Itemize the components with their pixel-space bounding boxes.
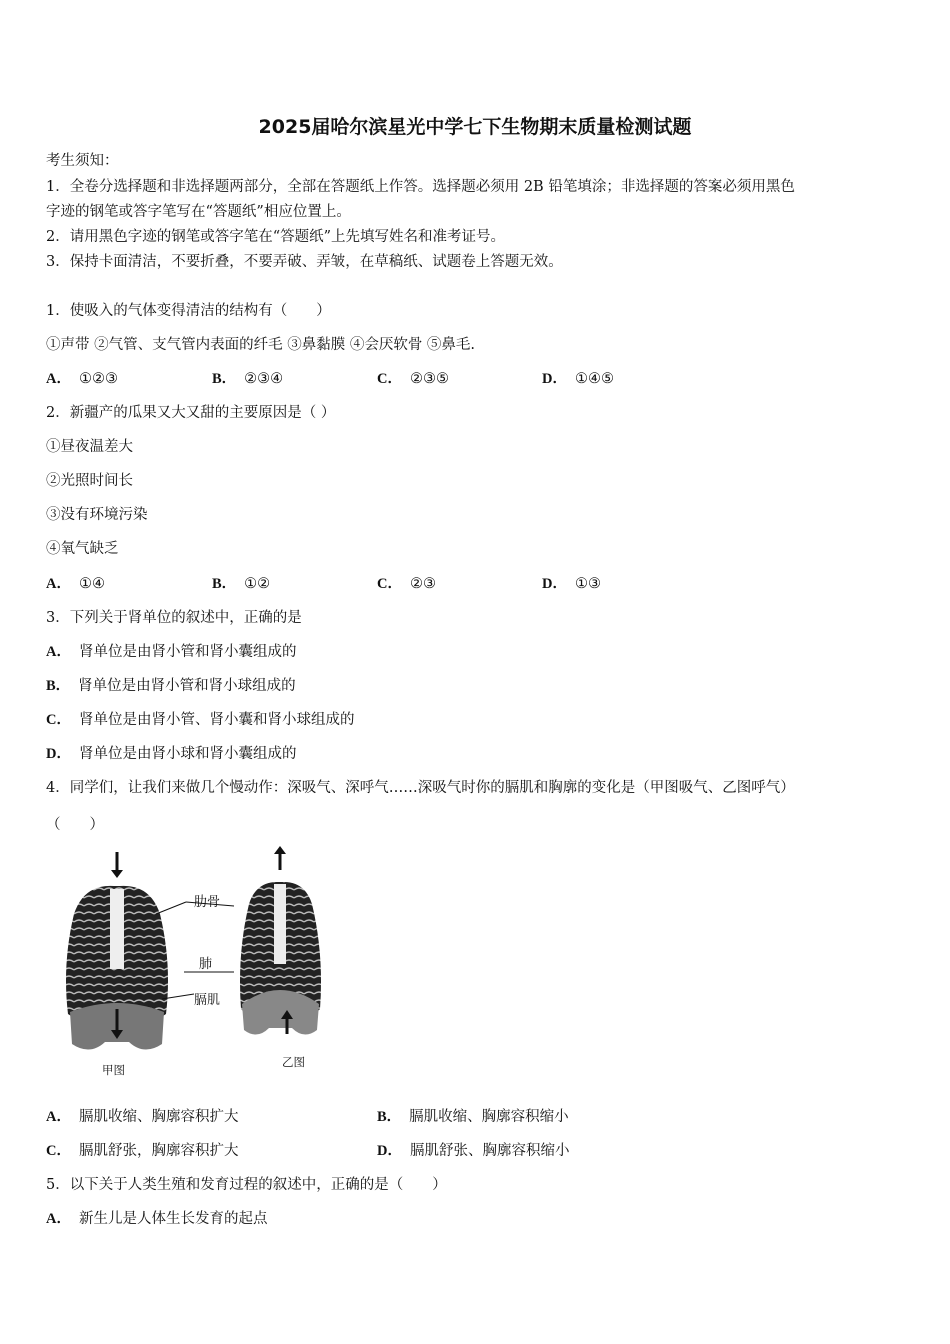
q3-option-a[interactable]: A． 肾单位是由肾小管和肾小囊组成的 — [46, 644, 297, 660]
q2-item-2: ②光照时间长 — [46, 473, 133, 489]
q1-items: ①声带 ②气管、支气管内表面的纤毛 ③鼻黏膜 ④会厌软骨 ⑤鼻毛. — [46, 337, 476, 353]
q4-option-b[interactable]: B． 膈肌收缩、胸廓容积缩小 — [377, 1109, 569, 1125]
caption-exhale: 乙图 — [282, 1057, 305, 1069]
q2-option-a[interactable]: A． ①④ — [46, 576, 105, 592]
q1-option-d[interactable]: D． ①④⑤ — [542, 371, 614, 387]
notice-line-4: 3．保持卡面清洁，不要折叠，不要弄破、弄皱，在草稿纸、试题卷上答题无效。 — [46, 254, 563, 270]
q2-item-1: ①昼夜温差大 — [46, 439, 133, 455]
q1-option-b[interactable]: B． ②③④ — [212, 371, 284, 387]
q2-option-d[interactable]: D． ①③ — [542, 576, 601, 592]
q2-option-c[interactable]: C． ②③ — [377, 576, 436, 592]
caption-inhale: 甲图 — [102, 1065, 125, 1077]
ribcage-figure — [44, 844, 344, 1084]
page-title: 2025届哈尔滨星光中学七下生物期末质量检测试题 — [258, 116, 692, 138]
notice-line-2: 字迹的钢笔或答字笔写在“答题纸”相应位置上。 — [46, 204, 351, 220]
q5-stem: 5．以下关于人类生殖和发育过程的叙述中，正确的是（ ） — [46, 1177, 447, 1193]
q3-option-c[interactable]: C． 肾单位是由肾小管、肾小囊和肾小球组成的 — [46, 712, 355, 728]
q4-stem-line-1: 4．同学们，让我们来做几个慢动作：深吸气、深呼气……深吸气时你的膈肌和胸廓的变化是（甲图吸气、乙图呼气） — [46, 780, 795, 796]
q5-option-a[interactable]: A． 新生儿是人体生长发育的起点 — [46, 1211, 268, 1227]
q3-option-d[interactable]: D． 肾单位是由肾小球和肾小囊组成的 — [46, 746, 297, 762]
q4-stem-line-2: （ ） — [46, 817, 104, 833]
q3-stem: 3．下列关于肾单位的叙述中，正确的是 — [46, 610, 302, 626]
notice-line-3: 2．请用黑色字迹的钢笔或答字笔在“答题纸”上先填写姓名和准考证号。 — [46, 229, 506, 245]
q2-stem: 2．新疆产的瓜果又大又甜的主要原因是（ ） — [46, 405, 336, 421]
q2-item-3: ③没有环境污染 — [46, 507, 148, 523]
q3-option-b[interactable]: B． 肾单位是由肾小管和肾小球组成的 — [46, 678, 296, 694]
q4-option-a[interactable]: A． 膈肌收缩、胸廓容积扩大 — [46, 1109, 239, 1125]
q1-option-c[interactable]: C． ②③⑤ — [377, 371, 449, 387]
label-diaphragm: 膈肌 — [194, 993, 221, 1008]
label-rib: 肋骨 — [194, 895, 221, 910]
q2-item-4: ④氧气缺乏 — [46, 541, 119, 557]
q1-stem: 1．使吸入的气体变得清洁的结构有（ ） — [46, 303, 331, 319]
exhale-ribcage — [240, 846, 321, 1035]
q4-option-d[interactable]: D． 膈肌舒张、胸廓容积缩小 — [377, 1143, 570, 1159]
label-lung: 肺 — [199, 957, 213, 972]
q2-option-b[interactable]: B． ①② — [212, 576, 271, 592]
q4-option-c[interactable]: C． 膈肌舒张，胸廓容积扩大 — [46, 1143, 239, 1159]
q1-option-a[interactable]: A． ①②③ — [46, 371, 118, 387]
notice-heading: 考生须知： — [46, 153, 119, 169]
notice-line-1: 1．全卷分选择题和非选择题两部分，全部在答题纸上作答。选择题必须用 2B 铅笔填涂；非选择题的答案必须用黑色 — [46, 179, 795, 195]
inhale-ribcage — [66, 852, 168, 1050]
